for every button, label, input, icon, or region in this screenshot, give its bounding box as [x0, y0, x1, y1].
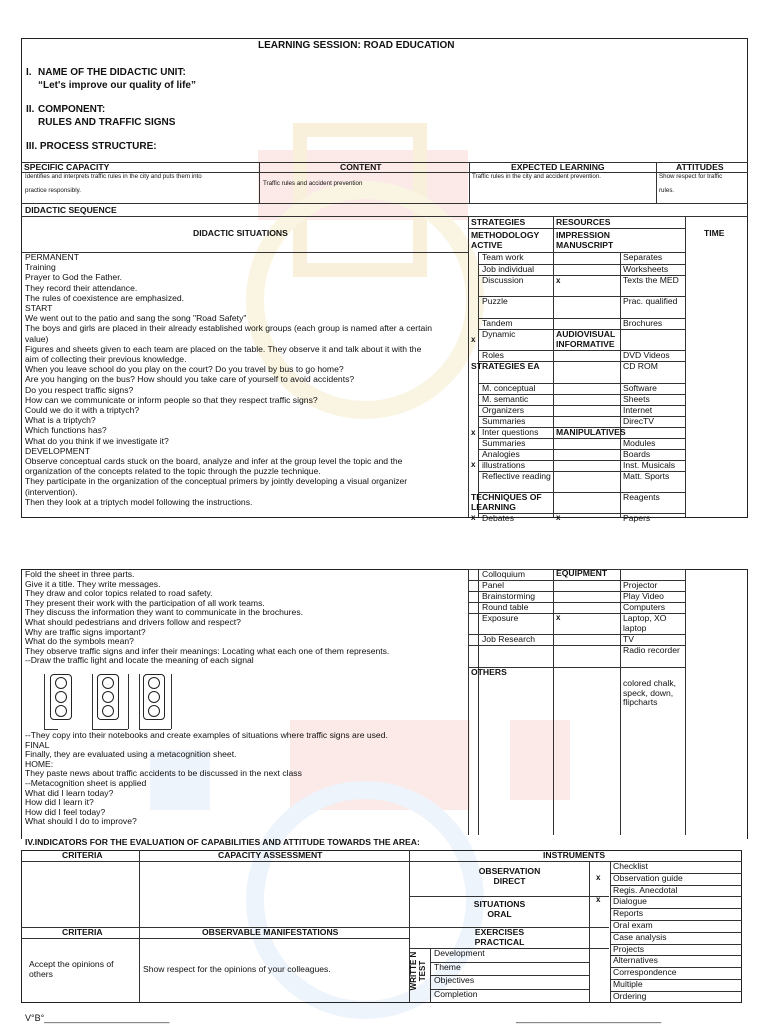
row-line: [478, 264, 685, 265]
resource-item: DirecTV: [623, 416, 655, 426]
written-item: Objectives: [434, 975, 475, 986]
resource-item: Matt. Sports: [623, 471, 670, 481]
strategy-item: Summaries: [482, 438, 526, 448]
written-item: Development: [434, 948, 485, 958]
strategy-item: illustrations: [482, 460, 525, 470]
resource-item: Sheets: [623, 394, 650, 404]
instrument-item: Observation guide: [613, 872, 683, 883]
instruments-header: INSTRUMENTS: [543, 850, 606, 860]
situation-line: What should I do to improve?: [25, 816, 137, 827]
resource-item: TV: [623, 634, 634, 644]
situation-line: HOME:: [25, 758, 54, 769]
col-content: CONTENT: [340, 162, 382, 172]
strategy-item: Team work: [482, 252, 524, 262]
row-line: [478, 394, 685, 395]
others-value: colored chalk, speck, down, flipcharts: [623, 678, 677, 708]
strategy-item: Exposure: [482, 613, 519, 623]
situation-line: FINAL: [25, 739, 50, 750]
teacher-signature-line: _____________________________: [516, 1013, 662, 1023]
resource-item: Computers: [623, 602, 666, 612]
resource-item: Worksheets: [623, 264, 669, 274]
situation-line: aim of collecting their previous knowledge.: [25, 354, 187, 364]
criteria-value: Accept the opinions of others: [29, 959, 114, 979]
situation-line: Which functions has?: [25, 425, 107, 436]
instrument-item: Checklist: [613, 861, 648, 871]
resource-item: Projector: [623, 580, 658, 590]
situation-line: What is a triptych?: [25, 415, 96, 426]
criteria-header-2: CRITERIA: [62, 927, 103, 937]
situation-line: What should pedestrians and drivers follow and respect?: [25, 617, 241, 627]
situation-line: value): [25, 333, 49, 344]
row-line: [478, 318, 685, 319]
situation-line: Do you respect traffic signs?: [25, 384, 134, 395]
situation-line: We went out to the patio and sang the song "Road Safety": [25, 313, 247, 324]
situation-line: The rules of coexistence are emphasized.: [25, 292, 185, 303]
resource-item: Brochures: [623, 318, 663, 328]
instrument-item: Reports: [613, 908, 644, 919]
strategies-ea-header: STRATEGIES EA: [471, 361, 540, 371]
criteria-header: CRITERIA: [62, 850, 103, 860]
mark-exposure: x: [556, 613, 561, 622]
situation-line: PERMANENT: [25, 252, 79, 262]
resource-item: Boards: [623, 449, 651, 459]
instrument-item: Alternatives: [613, 955, 658, 966]
resource-item: DVD Videos: [623, 350, 670, 360]
traffic-light-2: [97, 674, 119, 720]
observation-direct: OBSERVATION DIRECT: [478, 866, 541, 886]
situation-line: Then they look at a triptych model following the instructions.: [25, 496, 253, 507]
section-1-number: I.: [26, 67, 32, 78]
written-test: WRITTE N TEST: [409, 951, 427, 991]
strategies-header: STRATEGIES: [471, 217, 526, 227]
methodology-active-header: METHODOLOGY ACTIVE: [471, 230, 540, 250]
situation-line: Figures and sheets given to each team are placed on the table. They observe it and talk about it with the: [25, 343, 422, 354]
section-1-value: “Let's improve our quality of life”: [38, 80, 196, 91]
resource-item: Play Video: [623, 591, 664, 601]
resource-item: CD ROM: [623, 361, 658, 371]
strategy-item: Discussion: [482, 275, 524, 285]
attitudes-text: Show respect for traffic: [659, 173, 723, 180]
situation-line: They present their work with the participation of all work teams.: [25, 597, 265, 608]
resource-item: Inst. Musicals: [623, 460, 676, 470]
expected-text: Traffic rules in the city and accident prevention.: [472, 173, 601, 180]
situation-line: They draw and color topics related to road safety.: [25, 588, 213, 599]
instrument-item: Correspondence: [613, 967, 677, 978]
situation-line: Fold the sheet in three parts.: [25, 569, 135, 579]
strategy-item: Summaries: [482, 416, 526, 426]
situation-line: START: [25, 303, 53, 313]
capacity-assessment-header: CAPACITY ASSESSMENT: [218, 850, 323, 860]
resource-item: Papers: [623, 513, 651, 523]
situation-line: How did I learn it?: [25, 797, 94, 808]
audiovisual-informative-header: AUDIOVISUAL INFORMATIVE: [556, 329, 616, 349]
situation-line: The boys and girls are placed in their already established work groups (each group is named after a certain: [25, 323, 432, 334]
instrument-item: Oral exam: [613, 920, 653, 930]
strategy-item: Roles: [482, 350, 504, 360]
impression-manuscript-header: IMPRESSION MANUSCRIPT: [556, 230, 614, 250]
strategy-item: Round table: [482, 602, 529, 612]
manipulatives-header: MANIPULATIVES: [556, 427, 626, 437]
manifestation-value: Show respect for the opinions of your colleagues.: [143, 964, 331, 974]
instrument-item: Case analysis: [613, 931, 667, 942]
situation-line: They discuss the information they want to communicate in the brochures.: [25, 607, 304, 618]
mark-illustrations: x: [471, 460, 476, 469]
content-text: Traffic rules and accident prevention: [263, 180, 363, 187]
mark-interquestions: x: [471, 428, 476, 437]
strategy-item: Panel: [482, 580, 504, 590]
situation-line: Are you hanging on the bus? How should you take care of yourself to avoid accidents?: [25, 374, 355, 385]
col-specific-capacity: SPECIFIC CAPACITY: [24, 162, 110, 172]
situations-oral: SITUATIONS ORAL: [473, 899, 526, 919]
situation-line: (intervention).: [25, 486, 78, 497]
strategy-item: Reflective reading: [482, 471, 551, 481]
row-line: [478, 405, 685, 406]
evaluation-title: IV.INDICATORS FOR THE EVALUATION OF CAPABILITIES AND ATTITUDE TOWARDS THE AREA:: [25, 837, 420, 847]
row-line: [478, 471, 685, 472]
situation-line: They observe traffic signs and infer their meanings: Locating what each one of them represents.: [25, 645, 390, 656]
section-2-label: COMPONENT:: [38, 104, 106, 115]
vb-signature-line: V°B°_________________________: [25, 1013, 170, 1023]
time-header: TIME: [704, 228, 725, 238]
strategy-item: Colloquium: [482, 569, 525, 579]
capacity-text: Identifies and interprets traffic rules in the city and puts them into: [25, 173, 202, 180]
situation-line: --Draw the traffic light and locate the meaning of each signal: [25, 655, 254, 666]
situation-line: organization of the concepts related to the topic through the puzzle technique.: [25, 466, 321, 477]
instrument-item: Projects: [613, 943, 645, 954]
situation-line: --They copy into their notebooks and create examples of situations where traffic signs are used.: [25, 730, 388, 740]
traffic-light-3: [143, 674, 165, 720]
situation-line: They record their attendance.: [25, 282, 138, 293]
situation-line: They participate in the organization of the conceptual primers by jointly developing a visual organizer: [25, 476, 408, 487]
didactic-situations-header: DIDACTIC SITUATIONS: [193, 228, 288, 238]
resource-item: Internet: [623, 405, 653, 415]
situation-line: Give it a title. They write messages.: [25, 578, 161, 589]
situation-line: DEVELOPMENT: [25, 445, 90, 456]
resource-item: Reagents: [623, 492, 660, 502]
situation-line: Observe conceptual cards stuck on the board, analyze and infer at the group level the topic and the: [25, 456, 403, 466]
strategy-item: M. conceptual: [482, 383, 536, 393]
section-1-label: NAME OF THE DIDACTIC UNIT:: [38, 67, 186, 78]
row-line: [478, 438, 685, 439]
strategy-item: Tandem: [482, 318, 513, 328]
row-line: [478, 252, 685, 253]
instrument-item: Multiple: [613, 979, 643, 989]
resource-item: Prac. qualified: [623, 296, 678, 306]
mark-texts-med: x: [556, 276, 561, 285]
row-line: [478, 416, 685, 417]
instrument-item: Ordering: [613, 990, 647, 1001]
page-title: LEARNING SESSION: ROAD EDUCATION: [258, 40, 455, 51]
row-line: [478, 449, 685, 450]
exercises-practical: EXERCISES PRACTICAL: [474, 927, 525, 947]
mark-observation-guide: x: [596, 873, 601, 882]
resource-item: Software: [623, 383, 657, 393]
strategy-item: Job Research: [482, 634, 536, 644]
strategy-item: Brainstorming: [482, 591, 536, 601]
resources-header: RESOURCES: [556, 217, 611, 227]
strategy-item: M. semantic: [482, 394, 529, 404]
col-expected-learning: EXPECTED LEARNING: [511, 162, 605, 172]
didactic-sequence-title: DIDACTIC SEQUENCE: [25, 205, 117, 215]
strategy-item: Job individual: [482, 264, 535, 274]
row-line: [478, 513, 685, 514]
section-2-value: RULES AND TRAFFIC SIGNS: [38, 117, 176, 128]
techniques-header: TECHNIQUES OF LEARNING: [471, 492, 542, 512]
mark-debates: x: [471, 513, 476, 522]
row-line: [478, 275, 685, 276]
situation-line: Prayer to God the Father.: [25, 272, 122, 283]
situation-line: When you leave school do you play on the court? Do you travel by bus to go home?: [25, 364, 344, 375]
situation-line: Why are traffic signs important?: [25, 626, 146, 637]
traffic-light-1: [50, 674, 72, 720]
situation-line: What do you think if we investigate it?: [25, 435, 169, 446]
situation-line: Training: [25, 262, 56, 273]
row-line: [478, 350, 685, 351]
mark-dynamic: x: [471, 335, 476, 344]
resource-item: Radio recorder: [623, 645, 680, 655]
section-2-number: II.: [26, 104, 35, 115]
situation-line: --Metacognition sheet is applied: [25, 778, 147, 788]
situation-line: How can we communicate or inform people so that they respect traffic signs?: [25, 394, 318, 405]
strategy-item: Puzzle: [482, 296, 508, 306]
capacity-text-2: practice responsibly.: [25, 187, 81, 194]
situation-line: They paste news about traffic accidents to be discussed in the next class: [25, 768, 302, 779]
observable-manifestations-header: OBSERVABLE MANIFESTATIONS: [202, 927, 339, 937]
strategy-item: Organizers: [482, 405, 525, 415]
col-attitudes: ATTITUDES: [676, 162, 724, 172]
situation-line: How did I feel today?: [25, 806, 106, 817]
situation-line: Finally, they are evaluated using a metacognition sheet.: [25, 749, 237, 760]
strategy-item: Analogies: [482, 449, 520, 459]
others-header: OTHERS: [471, 667, 507, 677]
written-item: Theme: [434, 961, 461, 972]
resource-item: Laptop, XO laptop: [623, 613, 667, 633]
resource-item: Separates: [623, 252, 663, 262]
resource-item: Texts the MED: [623, 275, 679, 285]
instrument-item: Regis. Anecdotal: [613, 884, 678, 895]
row-line: [478, 460, 685, 461]
section-3-label: III. PROCESS STRUCTURE:: [26, 141, 157, 152]
equipment-header: EQUIPMENT: [556, 568, 608, 578]
instrument-item: Dialogue: [613, 896, 647, 907]
row-line: [478, 383, 685, 384]
attitudes-text-2: rules.: [659, 187, 675, 194]
written-item: Completion: [434, 988, 478, 999]
situation-line: Could we do it with a triptych?: [25, 405, 140, 415]
strategy-item: Debates: [482, 513, 515, 523]
mark-dialogue: x: [596, 895, 601, 904]
row-line: [478, 296, 685, 297]
strategy-item: Inter questions: [482, 427, 539, 437]
strategy-item: Dynamic: [482, 329, 516, 339]
mark-papers: x: [556, 513, 561, 522]
situation-line: What do the symbols mean?: [25, 636, 134, 647]
resource-item: Modules: [623, 438, 656, 448]
situation-line: What did I learn today?: [25, 787, 114, 798]
